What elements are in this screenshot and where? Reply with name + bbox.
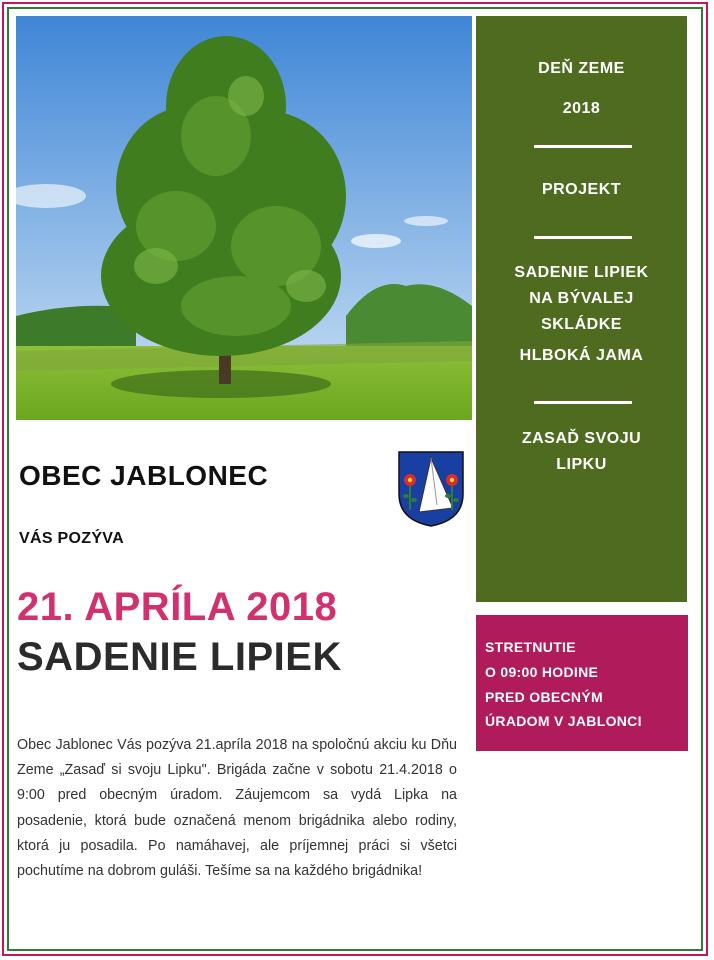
- meeting-line: O 09:00 HODINE: [485, 664, 599, 680]
- meeting-info-panel: [476, 615, 688, 751]
- panel-project: PROJEKT: [541, 181, 622, 198]
- event-description: Obec Jablonec Vás pozýva 21.apríla 2018 na spoločnú akciu ku Dňu Zeme „Zasaď si svoju Lipku". Brigáda začne v sobotu 21.4.2018 o 9:00 pred obecným úradom. Záujemcom sa vydá Lipka na posadenie, ktorá bude označená menom brigádnika alebo rodiny, ktorá ju posadila. Po namáhavej, ale príjemnej práci si všetci pochutíme na dobrom guláši. Tešíme sa na každého brigádnika!: [17, 737, 457, 880]
- panel-project-line: SKLÁDKE: [541, 316, 622, 333]
- panel-project-line: HLBOKÁ JAMA: [519, 347, 644, 364]
- panel-project-line: NA BÝVALEJ: [529, 290, 634, 307]
- panel-slogan-line: ZASAĎ SVOJU: [521, 430, 642, 447]
- panel-year: 2018: [562, 100, 601, 117]
- event-date: 21. APRÍLA 2018: [17, 585, 338, 629]
- meeting-line: PRED OBECNÝM: [485, 689, 603, 705]
- panel-divider: [534, 236, 632, 239]
- event-title: SADENIE LIPIEK: [17, 635, 342, 679]
- event-info-panel: [476, 16, 687, 602]
- village-title: OBEC JABLONEC: [19, 460, 269, 491]
- panel-earth-day: DEŇ ZEME: [538, 60, 625, 77]
- panel-slogan-line: LIPKU: [556, 456, 607, 473]
- linden-tree-photo: [16, 16, 472, 420]
- meeting-line: ÚRADOM V JABLONCI: [485, 713, 642, 729]
- panel-divider: [534, 401, 632, 404]
- panel-divider: [534, 145, 632, 148]
- village-crest-icon: [397, 450, 465, 528]
- meeting-line: STRETNUTIE: [485, 639, 576, 655]
- invite-subtitle: VÁS POZÝVA: [19, 530, 124, 547]
- panel-project-line: SADENIE LIPIEK: [514, 264, 649, 281]
